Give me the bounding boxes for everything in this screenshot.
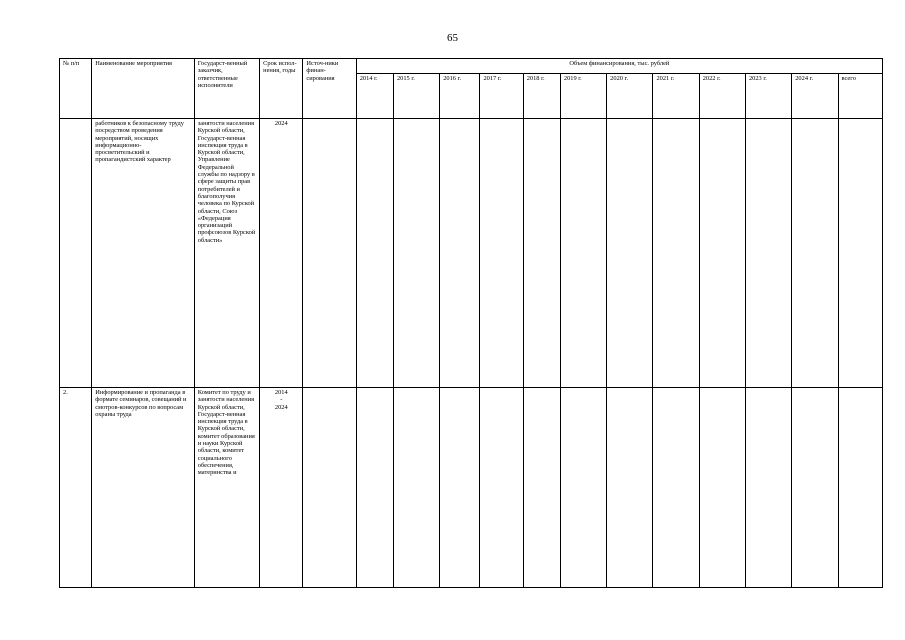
table-row bbox=[60, 388, 883, 588]
header-year: 2024 г. bbox=[792, 74, 838, 119]
header-customer: Государст-венный заказчик, ответственные исполнители bbox=[194, 59, 259, 119]
term-start: 2014 bbox=[274, 389, 288, 396]
row-term bbox=[260, 388, 303, 588]
cell-amount bbox=[393, 119, 439, 388]
header-year: 2020 г. bbox=[607, 74, 653, 119]
term-start: 2024 bbox=[274, 120, 288, 127]
row-name: работников к безопасному труду посредством проведения мероприятий, носящих информационно-просветительский и пропагандистский характер bbox=[92, 119, 195, 388]
header-name: Наименование мероприятия bbox=[92, 59, 195, 119]
cell-amount bbox=[792, 388, 838, 588]
header-year: 2015 г. bbox=[393, 74, 439, 119]
page-number: 65 bbox=[447, 32, 458, 44]
row-num: 2. bbox=[60, 388, 92, 588]
cell-amount bbox=[393, 388, 439, 588]
funding-table bbox=[59, 58, 883, 588]
header-year: 2014 г. bbox=[356, 74, 393, 119]
term-end: 2024 bbox=[274, 403, 288, 411]
cell-amount bbox=[745, 388, 791, 588]
header-year: 2016 г. bbox=[440, 74, 480, 119]
cell-amount bbox=[440, 388, 480, 588]
header-year: 2018 г. bbox=[523, 74, 560, 119]
row-sources bbox=[303, 388, 356, 588]
row-customer: Комитет по труду и занятости населения Курской области, Государст-венная инспекция труда в Курской области, комитет образования и науки Курской области, комитет социального обеспечения, материнства и bbox=[194, 388, 259, 588]
header-year: 2023 г. bbox=[745, 74, 791, 119]
cell-amount bbox=[653, 388, 699, 588]
cell-amount bbox=[607, 119, 653, 388]
cell-amount bbox=[523, 388, 560, 588]
cell-total bbox=[838, 388, 883, 588]
table-row bbox=[60, 119, 883, 388]
header-term: Срок испол-нения, годы bbox=[260, 59, 303, 119]
cell-total bbox=[838, 119, 883, 388]
cell-amount bbox=[745, 119, 791, 388]
cell-amount bbox=[440, 119, 480, 388]
row-customer: занятости населения Курской области, Государст-венная инспекция труда в Курской области, Управление Федеральной службы по надзору в сфере защиты прав потребителей и благополучия человека по Курской области, Союз «Федерация организаций профсоюзов Курской области» bbox=[194, 119, 259, 388]
row-sources bbox=[303, 119, 356, 388]
cell-amount bbox=[356, 388, 393, 588]
header-funding-title: Объем финансирования, тыс. рублей bbox=[356, 59, 882, 74]
cell-amount bbox=[560, 119, 606, 388]
cell-amount bbox=[523, 119, 560, 388]
cell-amount bbox=[480, 119, 523, 388]
header-num: № п/п bbox=[60, 59, 92, 119]
row-num bbox=[60, 119, 92, 388]
header-year: 2021 г. bbox=[653, 74, 699, 119]
cell-amount bbox=[480, 388, 523, 588]
cell-amount bbox=[560, 388, 606, 588]
header-year-total: всего bbox=[838, 74, 883, 119]
row-name: Информирование и пропаганда в формате семинаров, совещаний и смотров-конкурсов по вопросам охраны труда bbox=[92, 388, 195, 588]
cell-amount bbox=[653, 119, 699, 388]
header-sources: Источ-ники финан-сирования bbox=[303, 59, 356, 119]
header-year: 2022 г. bbox=[699, 74, 745, 119]
header-year: 2019 г. bbox=[560, 74, 606, 119]
term-dash: - bbox=[280, 396, 283, 404]
cell-amount bbox=[607, 388, 653, 588]
cell-amount bbox=[356, 119, 393, 388]
row-term bbox=[260, 119, 303, 388]
cell-amount bbox=[699, 119, 745, 388]
cell-amount bbox=[699, 388, 745, 588]
header-year: 2017 г. bbox=[480, 74, 523, 119]
cell-amount bbox=[792, 119, 838, 388]
